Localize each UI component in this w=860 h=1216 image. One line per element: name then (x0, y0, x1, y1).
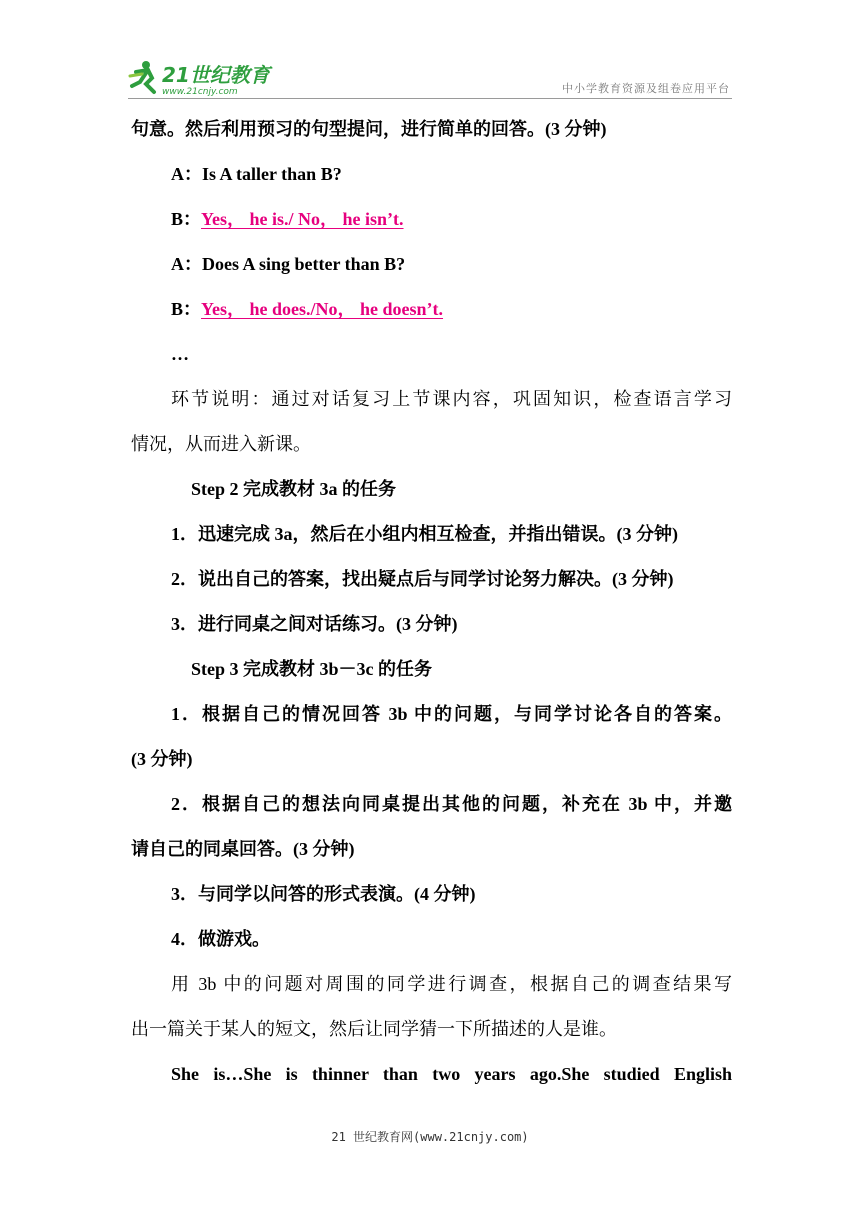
dialog-text: Is A taller than B? (202, 164, 342, 184)
dialog-line-2 (171, 204, 404, 234)
speaker-label: B： (171, 299, 202, 319)
page-footer: 21 世纪教育网(www.21cnjy.com) (331, 1130, 529, 1144)
answer-text: Yes， he does./No， he doesn’t. (201, 299, 444, 319)
runner-logo-icon (128, 58, 288, 102)
step2-item-3: 3．进行同桌之间对话练习。(3 分钟) (171, 614, 458, 634)
dialog-line-1 (171, 159, 342, 189)
explanation-line-2: 情况，从而进入新课。 (131, 434, 311, 454)
step2-item-1: 1．迅速完成 3a，然后在小组内相互检查，并指出错误。(3 分钟) (171, 524, 678, 544)
game-description-1: 用 3b 中的问题对周围的同学进行调查，根据自己的调查结果写 (171, 974, 732, 994)
step3-item-4: 4．做游戏。 (171, 929, 270, 949)
speaker-label: A： (171, 164, 202, 184)
explanation-line-1: 环节说明：通过对话复习上节课内容，巩固知识，检查语言学习 (171, 389, 732, 409)
answer-text: Yes， he is./ No， he isn’t. (201, 209, 404, 229)
header-divider (128, 98, 732, 99)
step3-item-2-cont: 请自己的同桌回答。(3 分钟) (131, 839, 355, 859)
speaker-label: B： (171, 209, 202, 229)
dialog-line-3 (171, 249, 405, 279)
step3-item-1-cont: (3 分钟) (131, 749, 193, 769)
intro-line: 句意。然后利用预习的句型提问，进行简单的回答。(3 分钟) (131, 119, 607, 139)
step3-item-2: 2．根据自己的想法向同桌提出其他的问题，补充在 3b 中，并邀 (171, 794, 732, 814)
speaker-label: A： (171, 254, 202, 274)
svg-text:21世纪教育: 21世纪教育 (162, 63, 270, 87)
step2-heading: Step 2 完成教材 3a 的任务 (191, 479, 397, 499)
site-logo[interactable] (128, 58, 288, 102)
example-text: She is…She is thinner than two years ago.She studied English (171, 1064, 732, 1084)
step3-item-3: 3．与同学以问答的形式表演。(4 分钟) (171, 884, 476, 904)
dialog-line-4 (171, 294, 443, 324)
svg-text:www.21cnjy.com: www.21cnjy.com (162, 87, 238, 97)
game-description-2: 出一篇关于某人的短文，然后让同学猜一下所描述的人是谁。 (131, 1019, 617, 1039)
ellipsis: … (171, 344, 189, 364)
step2-item-2: 2．说出自己的答案，找出疑点后与同学讨论努力解决。(3 分钟) (171, 569, 674, 589)
page-header (0, 0, 860, 100)
step3-heading: Step 3 完成教材 3b－3c 的任务 (191, 659, 433, 679)
dialog-text: Does A sing better than B? (202, 254, 406, 274)
step3-item-1: 1．根据自己的情况回答 3b 中的问题，与同学讨论各自的答案。 (171, 704, 732, 724)
header-tagline: 中小学教育资源及组卷应用平台 (562, 82, 730, 95)
